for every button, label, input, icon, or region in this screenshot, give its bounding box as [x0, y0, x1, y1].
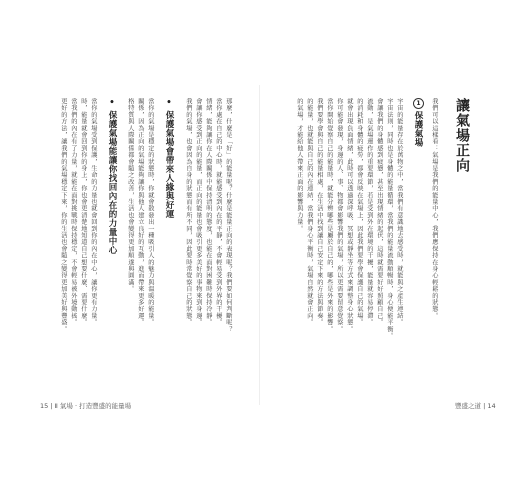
body-column-l2: 當你處在自己的中心時，就能感受到內在的平靜，不會輕易受到外界的干擾。 [214, 98, 222, 326]
body-column-r9: 我們要學會與自己的能量相處，在生活中找到讓自己安定下來的方法與節奏。 [315, 98, 323, 326]
body-column-r7: 你可能會發現，身邊的人、事、物都會影響我們的氣場，所以更需要留意覺察。 [335, 98, 343, 333]
section-heading-3 [106, 98, 118, 255]
bullet-icon: • [107, 98, 117, 109]
section-heading-2-text: 保護氣場會帶來人緣與好運 [164, 110, 174, 219]
body-column-l1: 那麼，什麼是「好」的能量呢？什麼是能量正向的表現呢？我們要如何判斷呢？ [224, 98, 232, 333]
body-column-l9: 當你的氣場受到保護，生命的力量也就會回到你的內在中心，讓你更有力量。 [89, 98, 97, 326]
body-column-r4: 流動，是氣場運作的重要環節，若是受到外在環境的干擾，能量就容易停滯。 [365, 98, 373, 326]
section-number-badge: 1 [415, 99, 422, 108]
left-page-number: 15 [40, 402, 49, 410]
body-column-l7: 關係，因為正向的氣場能夠讓你與他人建立良好的互動，進而帶來更多好運。 [136, 98, 144, 326]
body-column-l5: 我們的氣場，也會因為自身的狀態而有所不同，因此要時常覺察自己的狀態。 [184, 98, 192, 326]
body-column-r3: 會讓我們的身體感到疲憊，甚至出現情緒的起伏，這時就需要好好照顧自己。 [375, 98, 383, 326]
section-heading-2 [163, 98, 175, 219]
body-column-r1: 宇宙的能量存在於萬物之中，當我們有意識地去感受時，就能與之產生連結。 [395, 98, 403, 326]
body-column-r11: 的氣場，才能給他人帶來正面的影響與力量。 [295, 98, 303, 232]
spine-divider [259, 85, 260, 405]
page-title: 讓氣場正向 [454, 98, 470, 173]
running-head: Ⅱ 氣場 · 打造豐盛的能量場 [54, 402, 132, 410]
body-column-l11: 當我們的內在有了力量，就能在面對挑戰時保持穩定，不會輕易被外境動搖。 [69, 98, 77, 326]
body-column-l6: 當你的氣場是穩定的狀態時，你就會散發出一種吸引人的魅力與溫暖的能量。 [146, 98, 154, 326]
body-column-r6: 就會出現負面情緒，此時可以透過深呼吸、冥想或靜坐等方式來調整身心狀態。 [345, 98, 353, 333]
left-page-footer: 15 | Ⅱ 氣場 · 打造豐盛的能量場 [40, 402, 132, 410]
body-column-r5: 的消耗和身體的疲勞，都會反映在氣場上，因此我們要學會保護自己的氣場。 [355, 98, 363, 326]
body-column-l4: 會讓你感受到正向的能量，而正向的能量也會吸引更多美好的事物來到身邊。 [194, 98, 202, 326]
bullet-icon: • [164, 98, 174, 109]
body-column-r10: 的能量，也就能與自己的內在連結，當我們身心平衡時，氣場自然就會正向。 [305, 98, 313, 326]
intro-text: 我們可以這樣看：氣場是我們的能量中心，我們應保持在身心輕鬆的狀態。 [430, 98, 438, 320]
body-column-l8: 格特質與人際關係都會隨之改善，生活也會變得更加順遂與圓滿。 [126, 98, 134, 293]
body-column-r8: 當你開始覺察自己的能量時，就能分辨哪些是屬於自己的，哪些是外來的影響。 [325, 98, 333, 333]
section-heading-text: 保護氣場 [413, 111, 423, 147]
right-page-label: 豐盛之道 [455, 402, 481, 410]
body-column-l12: 更好的方法，讓我們的氣場穩定下來，你的生活也會隨之變得更加美好與豐盛。 [59, 98, 67, 333]
section-heading-3-text: 保護氣場能讓你找回內在的力量中心 [107, 110, 117, 255]
body-column-l10: 時，能量就會回到你的身上，你也會更清楚地知道自己想要什麼、需要什麼。 [79, 98, 87, 326]
body-column-l3: 情緒，能夠讓你在人際關係中保持清明的態度，也能在面對困難時保持冷靜。 [204, 98, 212, 326]
right-page-number: 14 [487, 402, 496, 410]
body-column-r2: 宇宙法則，同時也是身體的能量循環，當我們的能量流動順暢時，身心便能平衡。 [385, 98, 393, 340]
right-page-footer: 豐盛之道 | 14 [455, 402, 496, 410]
section-heading-1 [412, 98, 424, 147]
